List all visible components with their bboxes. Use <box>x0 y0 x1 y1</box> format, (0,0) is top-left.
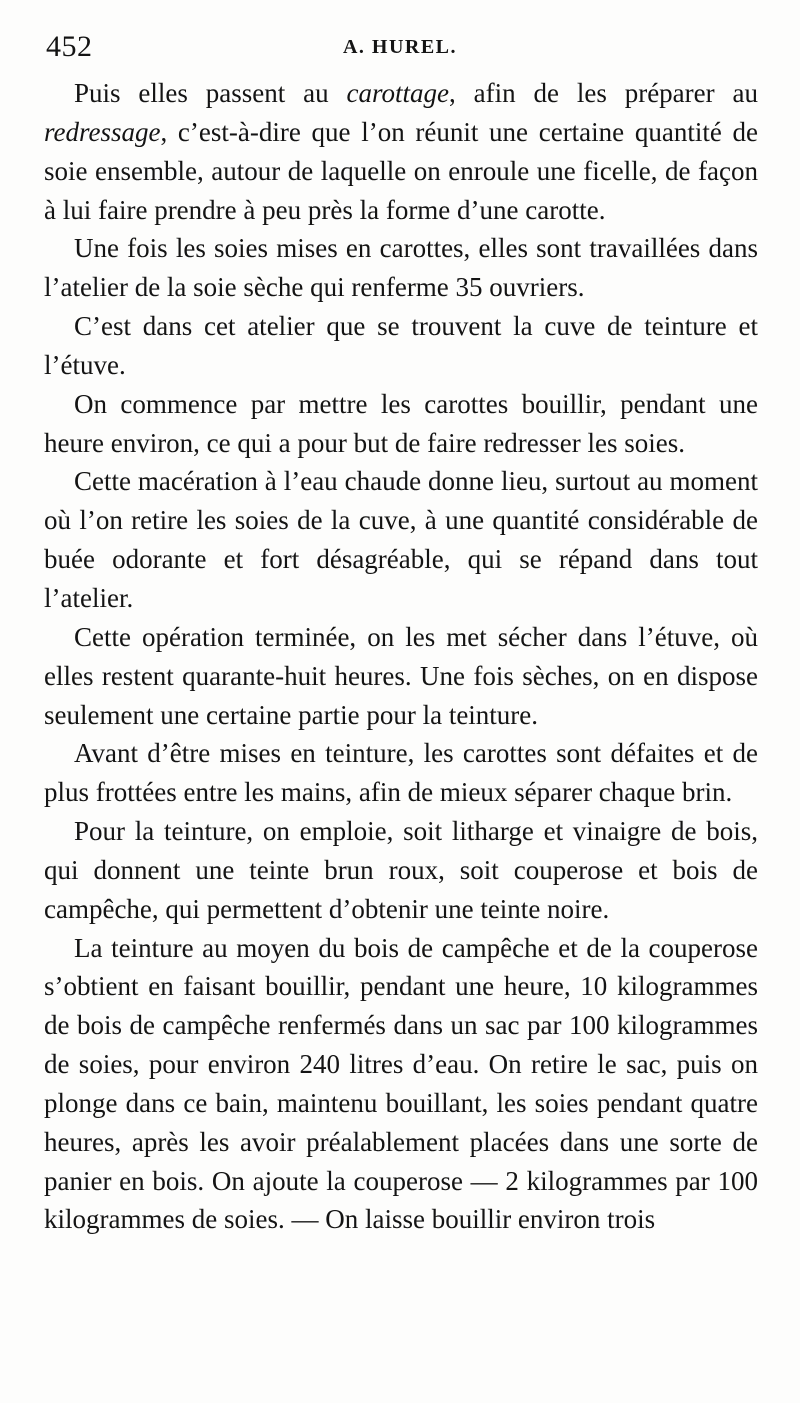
paragraph-text: Puis elles passent au <box>74 78 347 108</box>
italic-term-redressage: redressage <box>44 116 161 147</box>
page-number: 452 <box>46 30 93 63</box>
paragraph-text: , afin de les préparer au <box>448 78 758 108</box>
body-text <box>44 74 758 1239</box>
paragraph-defaites: Avant d’être mises en teinture, les carottes sont défaites et de plus frottées entre les mains, afin de mieux séparer chaque brin. <box>44 738 758 808</box>
running-head: A. HUREL. <box>342 36 458 58</box>
paragraph-maceration: Cette macération à l’eau chaude donne lieu, surtout au moment où l’on retire les soies de la cuve, à une quantité considérable de buée odorante et fort désagréable, qui se répand dans tout l’atelier. <box>44 466 758 613</box>
paragraph-cuve-etuve: C’est dans cet atelier que se trouvent la cuve de teinture et l’étuve. <box>44 311 758 380</box>
paragraph-bouillir: On commence par mettre les carottes bouillir, pendant une heure environ, ce qui a pour but de faire redresser les soies. <box>44 388 758 458</box>
paragraph-campeche: La teinture au moyen du bois de campêche et de la couperose s’obtient en faisant bouillir, pendant une heure, 10 kilogrammes de bois de campêche renfermés dans un sac par 100 kilogrammes de soies, pour environ 240 litres d’eau. On retire le sac, puis on plonge dans ce bain, maintenu bouillant, les soies pendant quatre heures, après les avoir préalablement placées dans une sorte de panier en bois. On ajoute la couperose — 2 kilogrammes par 100 kilogrammes de soies. — On laisse bouillir environ trois <box>44 932 758 1235</box>
page-header <box>46 30 754 70</box>
italic-term-carottage: carottage <box>346 78 449 108</box>
paragraph-carottage <box>44 74 758 229</box>
paragraph-sechage: Cette opération terminée, on les met sécher dans l’étuve, où elles restent quarante-huit heures. Une fois sèches, on en dispose seulement une certaine partie pour la teinture. <box>44 621 758 730</box>
paragraph-text: , c’est-à-dire que l’on réunit une certaine quantité de soie ensemble, autour de laquelle on enroule une ficelle, de façon à lui faire prendre à peu près la forme d’une carotte. <box>44 116 758 225</box>
paragraph-teinture: Pour la teinture, on emploie, soit litharge et vinaigre de bois, qui donnent une teinte brun roux, soit couperose et bois de campêche, qui permettent d’obtenir une teinte noire. <box>44 816 758 924</box>
paragraph-atelier-soie-seche: Une fois les soies mises en carottes, elles sont travaillées dans l’atelier de la soie sèche qui renferme 35 ouvriers. <box>44 233 758 303</box>
